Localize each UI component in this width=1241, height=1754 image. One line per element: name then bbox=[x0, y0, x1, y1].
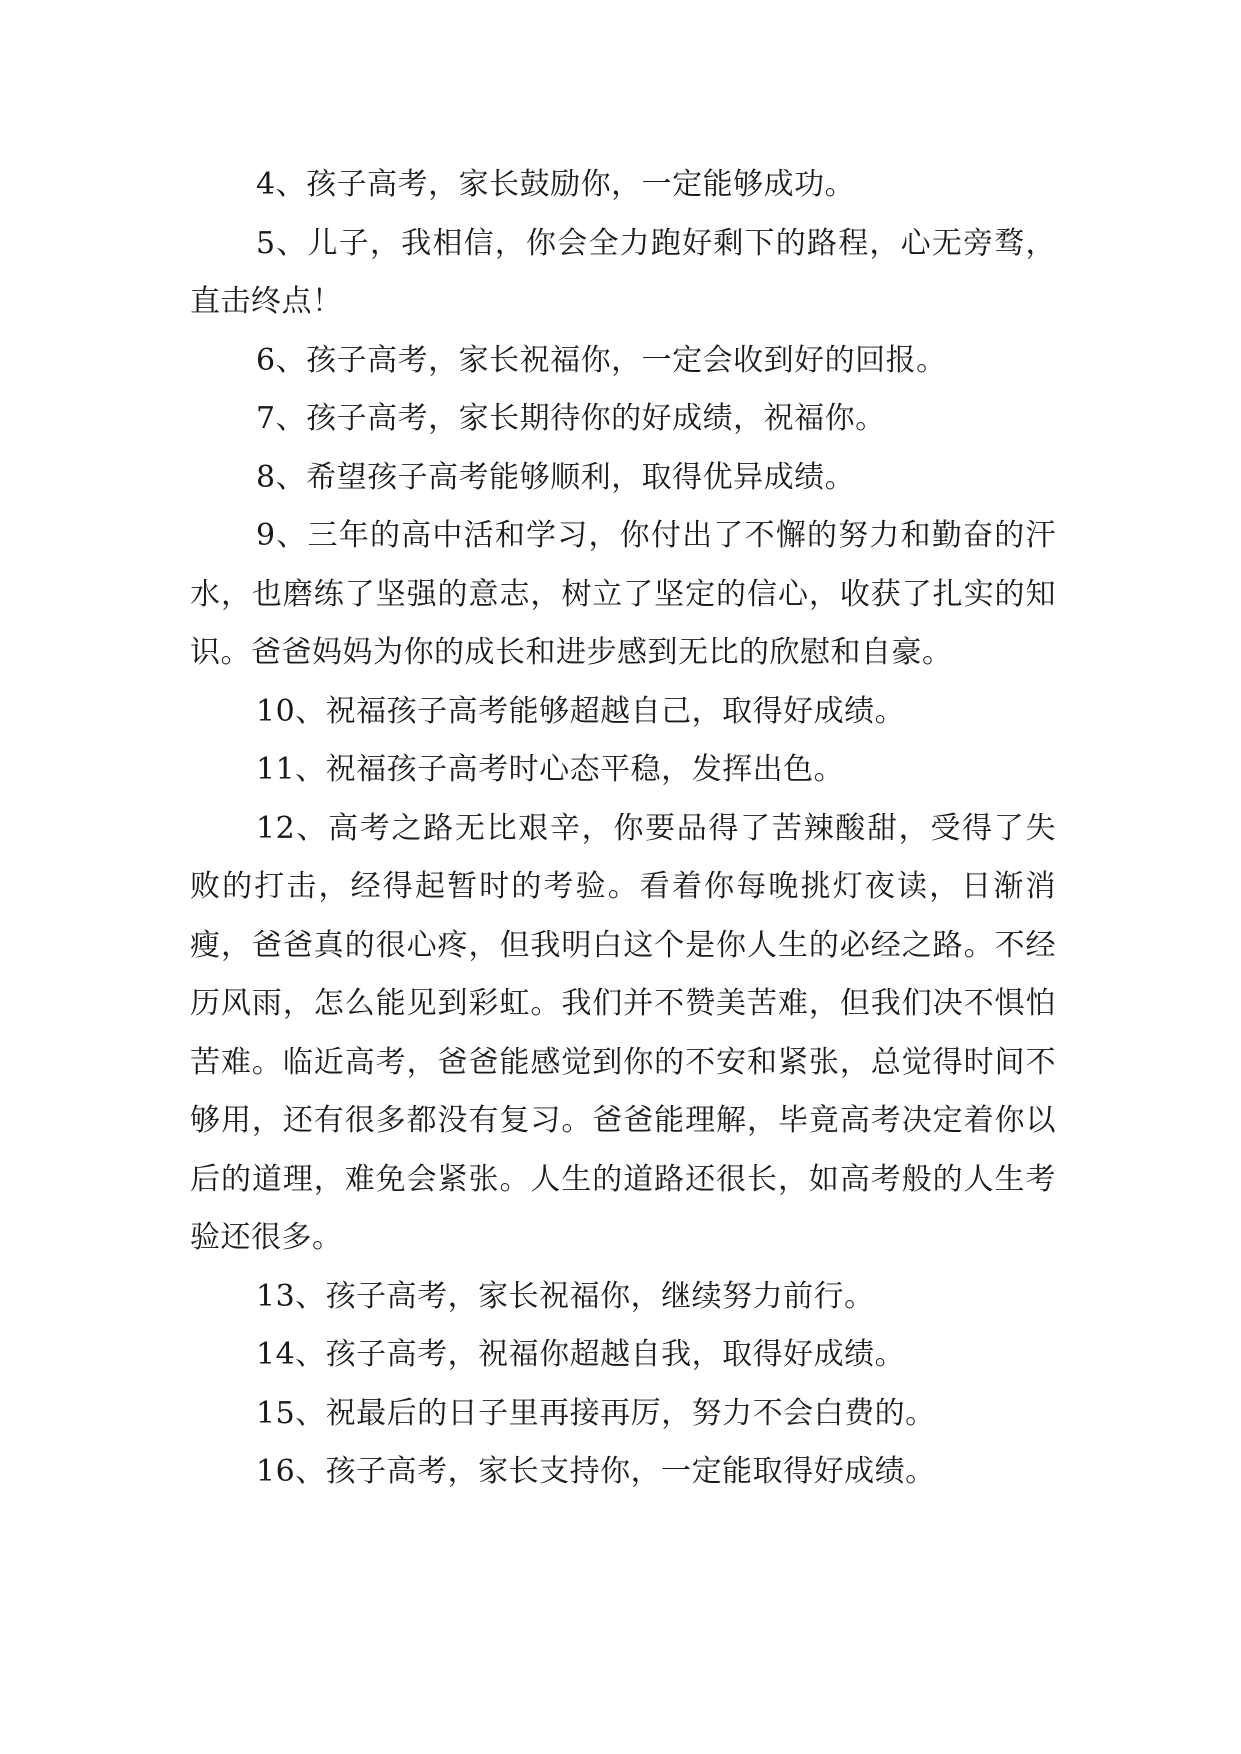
paragraph-13: 13、孩子高考，家长祝福你，继续努力前行。 bbox=[256, 1278, 875, 1314]
paragraph-14: 14、孩子高考，祝福你超越自我，取得好成绩。 bbox=[256, 1337, 906, 1372]
paragraph-7: 7、孩子高考，家长期待你的好成绩，祝福你。 bbox=[256, 401, 886, 436]
paragraph-8: 8、希望孩子高考能够顺利，取得优异成绩。 bbox=[256, 459, 856, 495]
paragraph-4: 4、孩子高考，家长鼓励你，一定能够成功。 bbox=[256, 167, 856, 202]
paragraph-15: 15、祝最后的日子里再接再厉，努力不会白费的。 bbox=[256, 1395, 936, 1431]
paragraph-9: 9、三年的高中活和学习，你付出了不懈的努力和勤奋的汗水，也磨练了坚强的意志，树立了坚定的信心，收获了扎实的知识。爸爸妈妈为你的成长和进步感到无比的欣慰和自豪。 bbox=[190, 518, 1056, 670]
paragraph-16: 16、孩子高考，家长支持你，一定能取得好成绩。 bbox=[256, 1454, 936, 1489]
paragraph-6: 6、孩子高考，家长祝福你，一定会收到好的回报。 bbox=[256, 342, 947, 378]
paragraph-10: 10、祝福孩子高考能够超越自己，取得好成绩。 bbox=[256, 693, 906, 729]
paragraph-11: 11、祝福孩子高考时心态平稳，发挥出色。 bbox=[256, 752, 845, 787]
document-body bbox=[190, 156, 1056, 1502]
paragraph-5: 5、儿子，我相信，你会全力跑好剩下的路程，心无旁骛，直击终点！ bbox=[190, 225, 1056, 319]
paragraph-12: 12、高考之路无比艰辛，你要品得了苦辣酸甜，受得了失败的打击，经得起暂时的考验。看着你每晚挑灯夜读，日渐消瘦，爸爸真的很心疼，但我明白这个是你人生的必经之路。不经历风雨，怎么能见到彩虹。我们并不赞美苦难，但我们决不惧怕苦难。临近高考，爸爸能感觉到你的不安和紧张，总觉得时间不够用，还有很多都没有复习。爸爸能理解，毕竟高考决定着你以后的道理，难免会紧张。人生的道路还很长，如高考般的人生考验还很多。 bbox=[190, 810, 1056, 1255]
